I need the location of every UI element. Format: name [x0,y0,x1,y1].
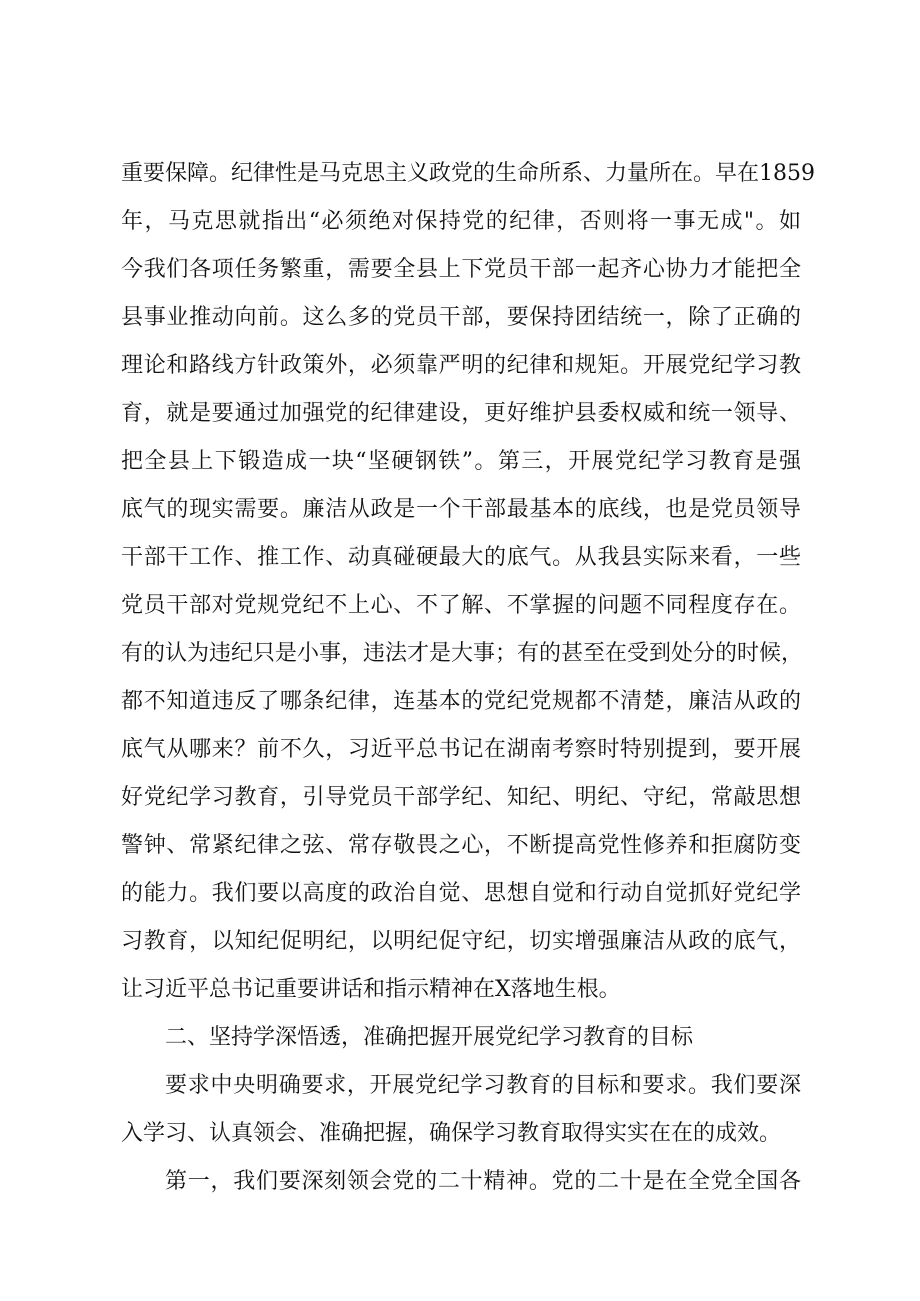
text-line: 警钟、常紧纪律之弦、常存敬畏之心，不断提高党性修养和拒腐防变 [121,833,801,858]
section-heading: 二、坚持学深悟透，准确把握开展党纪学习教育的目标 [165,1025,694,1050]
text-line: 党员干部对党规党纪不上心、不了解、不掌握的问题不同程度存在。 [121,593,801,618]
text-line: 县事业推动向前。这么多的党员干部，要保持团结统一，除了正确的 [121,305,801,330]
text-line: 好党纪学习教育，引导党员干部学纪、知纪、明纪、守纪，常敲思想 [121,785,801,810]
text-line: 第一，我们要深刻领会党的二十精神。党的二十是在全党全国各 [165,1169,801,1194]
text-line: 有的认为违纪只是小事，违法才是大事；有的甚至在受到处分的时候， [121,641,804,666]
body-text [121,150,815,1206]
text-line: 让习近平总书记重要讲话和指示精神在X落地生根。 [121,977,621,1002]
text-line: 要求中央明确要求，开展党纪学习教育的目标和要求。我们要深 [165,1073,801,1098]
text-line: 理论和路线方针政策外，必须靠严明的纪律和规矩。开展党纪学习教 [121,353,801,378]
text-line: 重要保障。纪律性是马克思主义政党的生命所系、力量所在。早在1859 [121,161,815,186]
text-line: 都不知道违反了哪条纪律，连基本的党纪党规都不清楚，廉洁从政的 [121,689,801,714]
text-line: 今我们各项任务繁重，需要全县上下党员干部一起齐心协力才能把全 [121,257,801,282]
text-line: 把全县上下锻造成一块“坚硬钢铁”。第三，开展党纪学习教育是强 [121,449,801,474]
text-line: 的能力。我们要以高度的政治自觉、思想自觉和行动自觉抓好党纪学 [121,881,801,906]
text-line: 底气的现实需要。廉洁从政是一个干部最基本的底线，也是党员领导 [121,497,801,522]
text-line: 入学习、认真领会、准确把握，确保学习教育取得实实在在的成效。 [121,1121,782,1146]
text-line: 习教育，以知纪促明纪，以明纪促守纪，切实增强廉洁从政的底气， [121,929,801,954]
text-line: 育，就是要通过加强党的纪律建设，更好维护县委权威和统一领导、 [121,401,801,426]
text-line: 年，马克思就指出“必须绝对保持党的纪律，否则将一事无成"。如 [121,209,801,234]
text-line: 底气从哪来？前不久，习近平总书记在湖南考察时特别提到，要开展 [121,737,801,762]
text-line: 干部干工作、推工作、动真碰硬最大的底气。从我县实际来看，一些 [121,545,801,570]
